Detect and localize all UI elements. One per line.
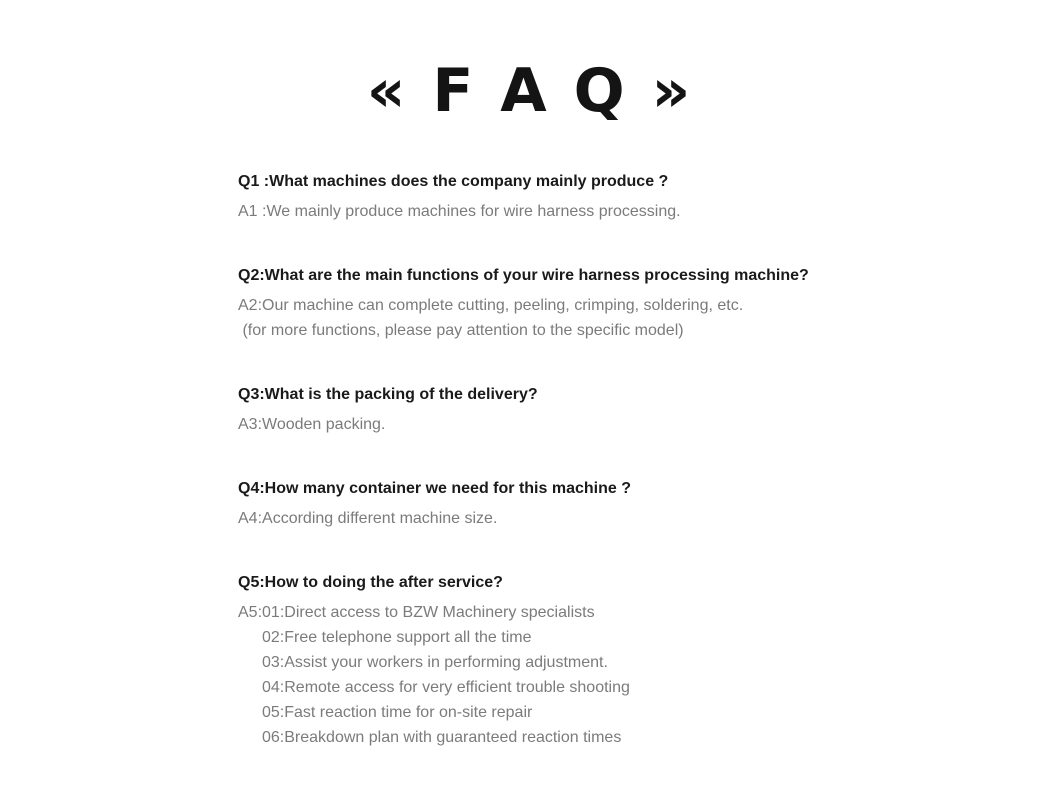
answer-line: 04:Remote access for very efficient trouble shooting	[262, 679, 630, 696]
question-text: Q2:What are the main functions of your wire harness processing machine?	[238, 267, 809, 284]
answer-line: A2:Our machine can complete cutting, peeling, crimping, soldering, etc.	[238, 297, 744, 314]
answer-line: (for more functions, please pay attention to the specific model)	[238, 322, 684, 339]
faq-section-q4	[238, 479, 938, 531]
faq-section-q5	[238, 573, 938, 750]
question-text: Q3:What is the packing of the delivery?	[238, 386, 538, 403]
faq-section-q2	[238, 266, 938, 343]
answer-line: A4:According different machine size.	[238, 510, 498, 527]
answer-line: 03:Assist your workers in performing adjustment.	[262, 654, 608, 671]
answer-line: A3:Wooden packing.	[238, 416, 386, 433]
answer-line: 06:Breakdown plan with guaranteed reaction times	[262, 729, 622, 746]
question-text: Q4:How many container we need for this machine ?	[238, 480, 631, 497]
faq-page-title: « F A Q »	[366, 56, 694, 126]
faq-section-q1	[238, 172, 938, 224]
faq-section-q3	[238, 385, 938, 437]
question-text: Q1 :What machines does the company mainly produce ?	[238, 173, 669, 190]
answer-line: 05:Fast reaction time for on-site repair	[262, 704, 533, 721]
answer-line: A5:01:Direct access to BZW Machinery specialists	[238, 604, 595, 621]
question-text: Q5:How to doing the after service?	[238, 574, 503, 591]
answer-line: A1 :We mainly produce machines for wire harness processing.	[238, 203, 681, 220]
answer-line: 02:Free telephone support all the time	[262, 629, 532, 646]
faq-content	[238, 172, 938, 750]
